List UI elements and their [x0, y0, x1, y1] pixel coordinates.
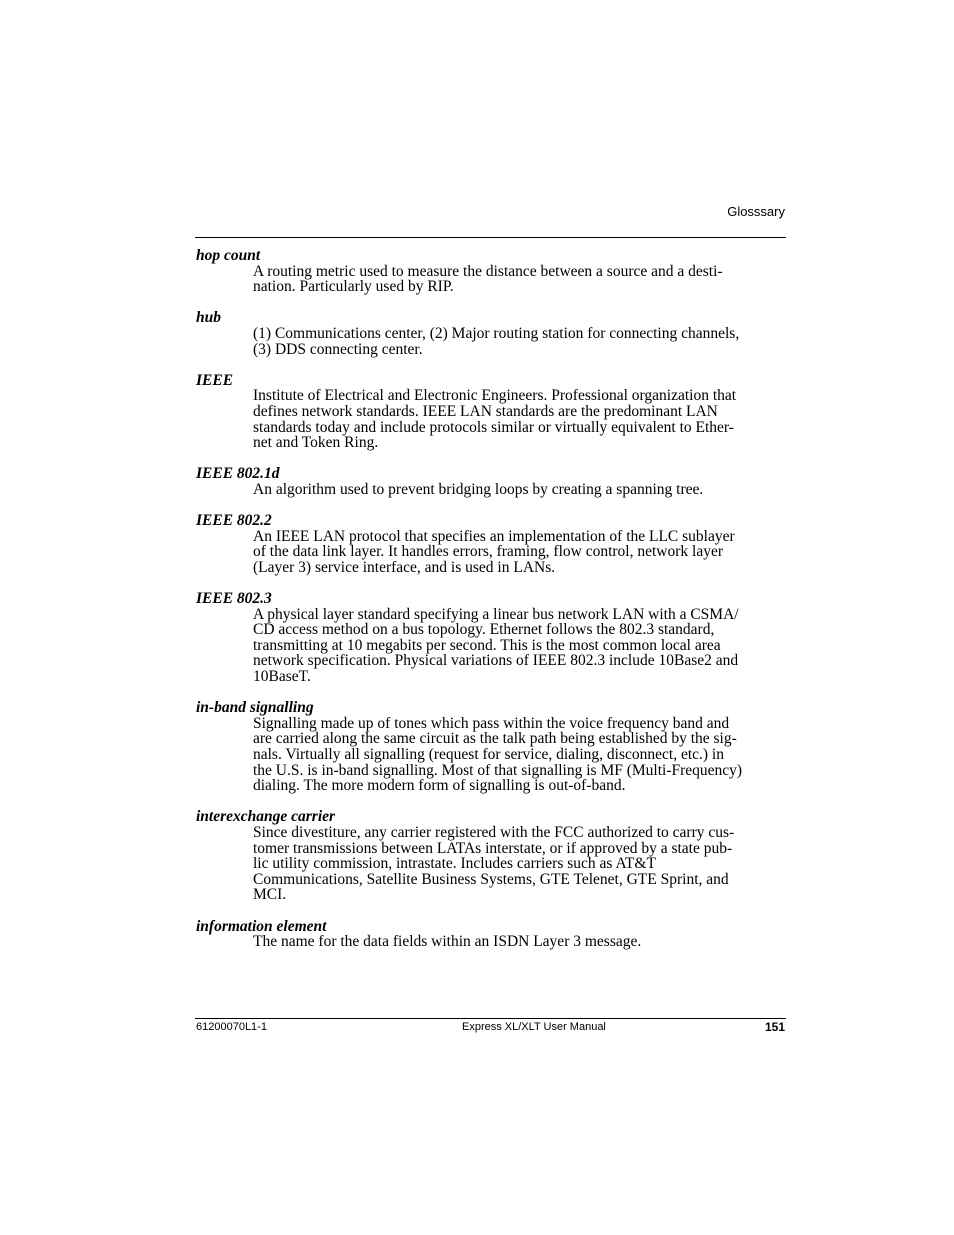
- glossary-definition: [253, 716, 786, 794]
- definition-line: defines network standards. IEEE LAN standards are the predominant LAN: [253, 402, 718, 420]
- glossary-term: IEEE 802.1d: [196, 465, 280, 483]
- glossary-term: interexchange carrier: [196, 808, 336, 826]
- definition-line: Since divestiture, any carrier registered with the FCC authorized to carry cus-: [253, 823, 735, 841]
- definition-line: the U.S. is in-band signalling. Most of that signalling is MF (Multi-Frequency): [253, 761, 743, 779]
- definition-line: MCI.: [253, 886, 287, 904]
- definition-line: are carried along the same circuit as the talk path being established by the sig-: [253, 730, 737, 748]
- definition-line: CD access method on a bus topology. Ethernet follows the 802.3 standard,: [253, 621, 715, 639]
- glossary-entry: [196, 373, 786, 451]
- definition-line: 10BaseT.: [253, 668, 311, 686]
- glossary-entry: [196, 591, 786, 685]
- definition-line: network specification. Physical variations of IEEE 802.3 include 10Base2 and: [253, 652, 739, 670]
- glossary-term: in-band signalling: [196, 699, 314, 717]
- definition-line: of the data link layer. It handles errors, framing, flow control, network layer: [253, 543, 724, 561]
- definition-line: lic utility commission, intrastate. Includes carriers such as AT&T: [253, 855, 656, 873]
- glossary-term: information element: [196, 917, 327, 935]
- glossary-entry: [196, 809, 786, 903]
- page-number: 151: [764, 1020, 785, 1034]
- document-number: 61200070L1-1: [196, 1021, 267, 1033]
- definition-line: nals. Virtually all signalling (request for service, dialing, disconnect, etc.) in: [253, 746, 724, 763]
- glossary-entry: [196, 513, 786, 575]
- definition-line: An IEEE LAN protocol that specifies an implementation of the LLC sublayer: [253, 527, 735, 545]
- glossary-entry: [196, 466, 786, 497]
- definition-line: net and Token Ring.: [253, 434, 379, 452]
- definition-line: tomer transmissions between LATAs interstate, or if approved by a state pub-: [253, 839, 733, 857]
- glossary-term: hub: [196, 309, 221, 327]
- glossary-entry: [196, 700, 786, 794]
- running-header-title: Glosssary: [727, 204, 785, 219]
- footer-rule: [195, 1018, 786, 1019]
- definition-line: (Layer 3) service interface, and is used in LANs.: [253, 558, 556, 576]
- definition-line: Communications, Satellite Business Systems, GTE Telenet, GTE Sprint, and: [253, 870, 729, 888]
- header-rule: [195, 237, 786, 238]
- manual-title: Express XL/XLT User Manual: [462, 1021, 606, 1033]
- definition-line: (1) Communications center, (2) Major routing station for connecting channels,: [253, 324, 740, 342]
- definition-line: A routing metric used to measure the distance between a source and a desti-: [253, 262, 723, 280]
- glossary-entry: [196, 248, 786, 295]
- glossary-entry: [196, 310, 786, 357]
- glossary-definition: [253, 482, 786, 498]
- definition-line: dialing. The more modern form of signalling is out-of-band.: [253, 777, 626, 795]
- glossary-definition: [253, 934, 786, 950]
- page-footer: [196, 1020, 785, 1036]
- definition-line: transmitting at 10 megabits per second. This is the most common local area: [253, 636, 721, 654]
- glossary-term: IEEE 802.2: [196, 512, 272, 530]
- glossary-definition: [253, 264, 786, 295]
- glossary-definition: [253, 388, 786, 450]
- definition-line: standards today and include protocols similar or virtually equivalent to Ether-: [253, 418, 734, 436]
- glossary-term: IEEE: [196, 371, 234, 389]
- glossary-term: IEEE 802.3: [196, 590, 272, 608]
- glossary-definition: [253, 529, 786, 576]
- glossary-definition: [253, 607, 786, 685]
- definition-line: (3) DDS connecting center.: [253, 340, 423, 358]
- definition-line: nation. Particularly used by RIP.: [253, 278, 454, 296]
- glossary-definition: [253, 326, 786, 357]
- glossary-term: hop count: [196, 247, 261, 264]
- definition-line: Signalling made up of tones which pass within the voice frequency band and: [253, 714, 730, 732]
- glossary-list: [196, 248, 786, 965]
- definition-line: An algorithm used to prevent bridging loops by creating a spanning tree.: [253, 480, 704, 498]
- definition-line: A physical layer standard specifying a linear bus network LAN with a CSMA/: [253, 605, 739, 623]
- glossary-entry: [196, 919, 786, 950]
- definition-line: The name for the data fields within an ISDN Layer 3 message.: [253, 933, 642, 951]
- definition-line: Institute of Electrical and Electronic Engineers. Professional organization that: [253, 387, 737, 405]
- glossary-definition: [253, 825, 786, 903]
